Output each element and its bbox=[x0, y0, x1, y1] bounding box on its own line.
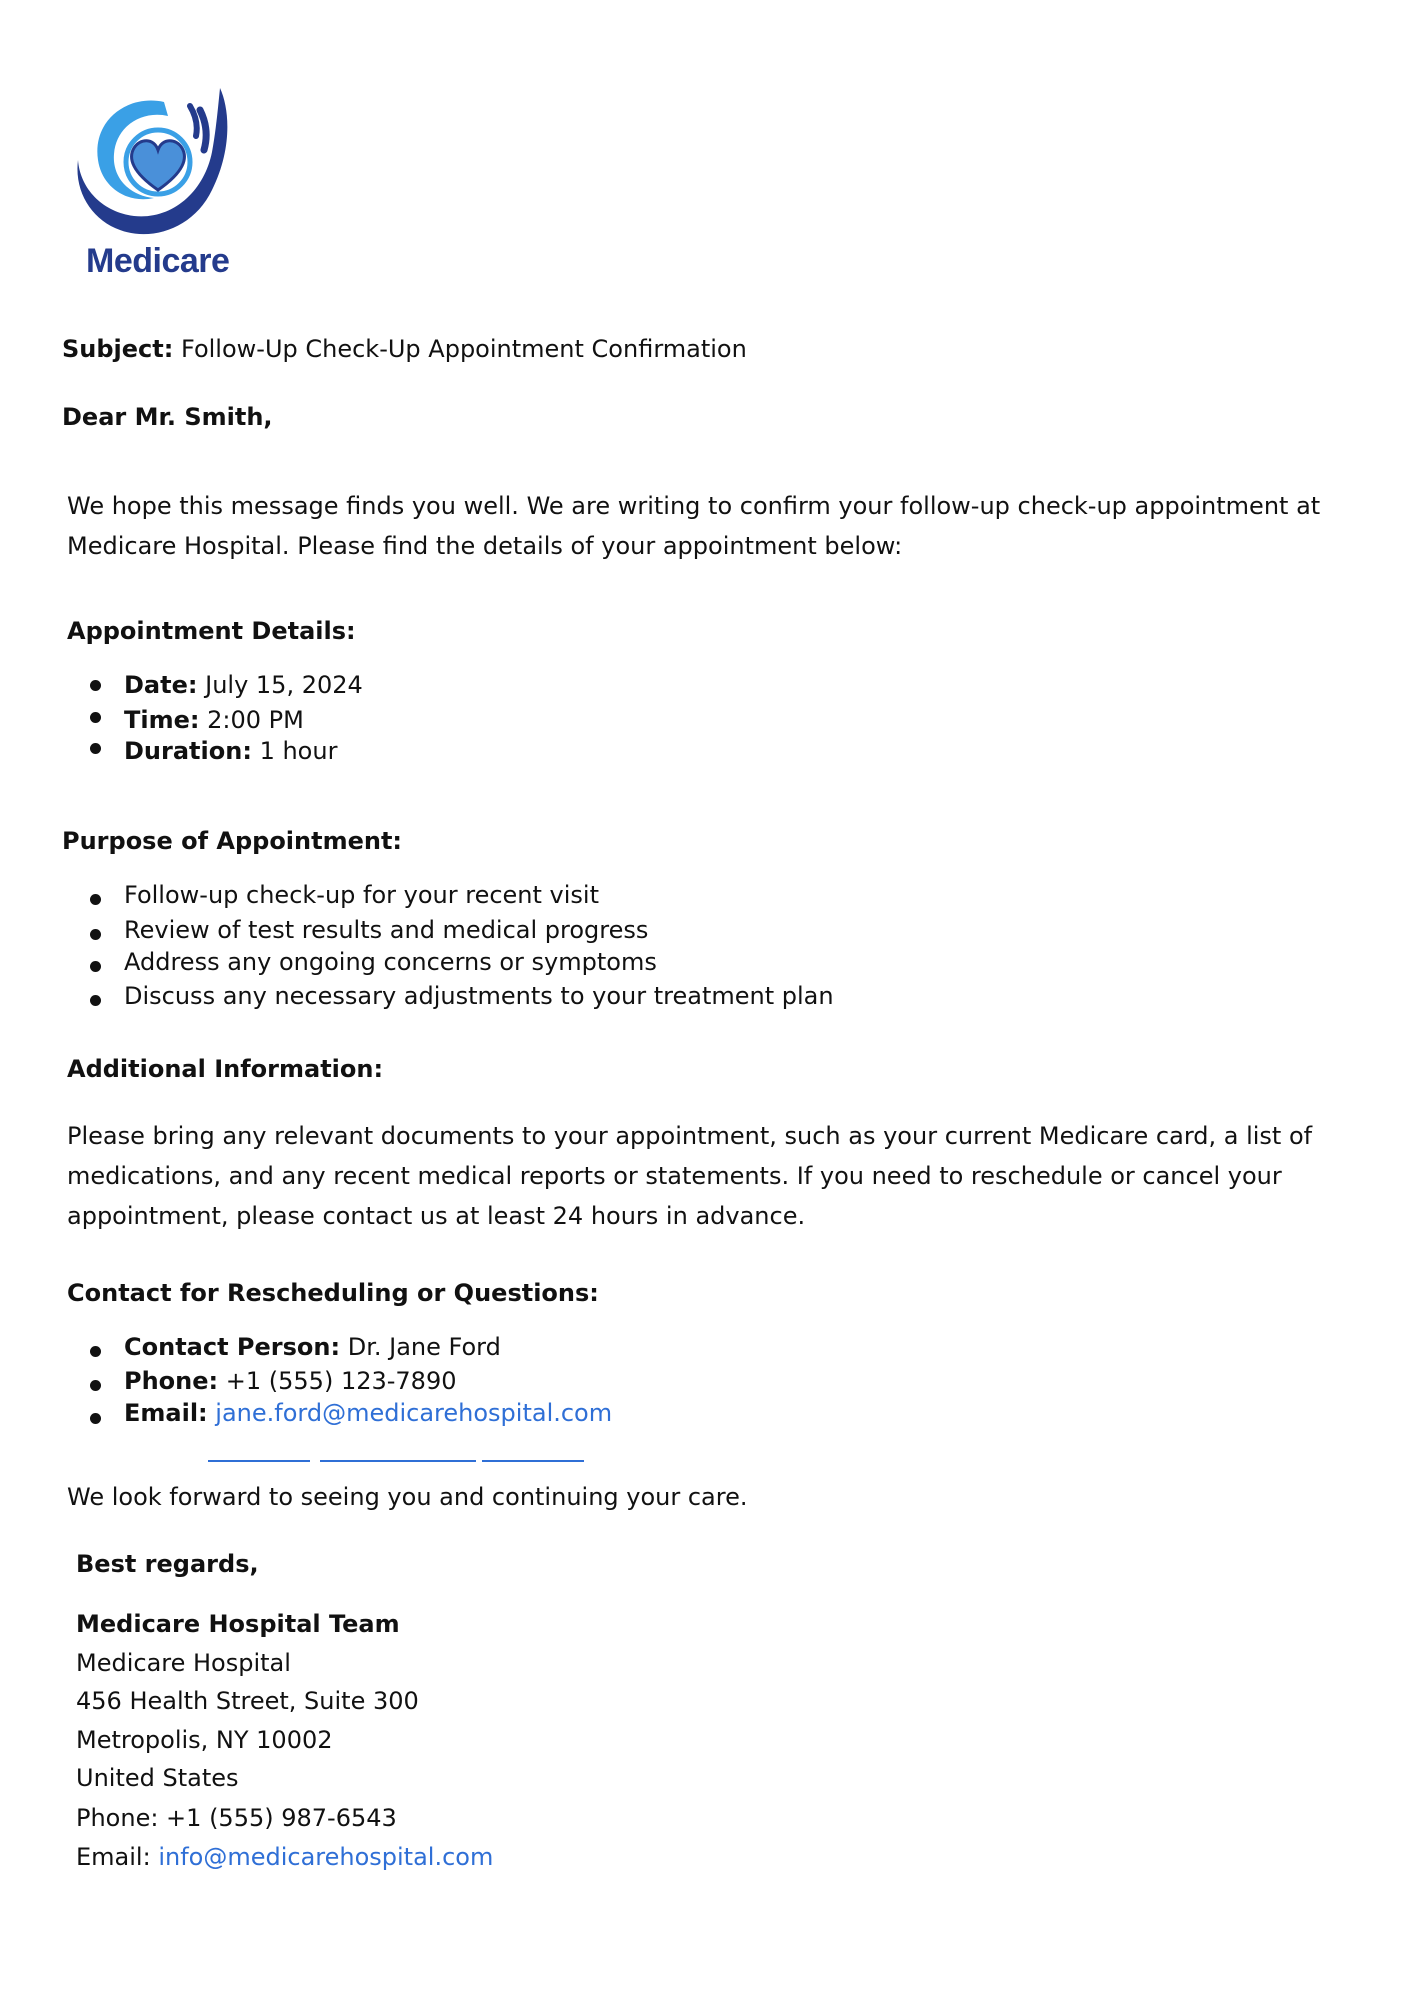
bullet-icon bbox=[90, 894, 101, 905]
country: United States bbox=[76, 1764, 239, 1792]
email-underline bbox=[208, 1460, 310, 1462]
subject-text: Follow-Up Check-Up Appointment Confirmation bbox=[181, 335, 747, 363]
closing-line: We look forward to seeing you and continuing your care. bbox=[67, 1483, 748, 1511]
subject-line bbox=[62, 334, 747, 364]
email-underline bbox=[482, 1460, 584, 1462]
time-label: Time: bbox=[124, 706, 200, 734]
bullet-icon bbox=[90, 1346, 101, 1357]
duration-label: Duration: bbox=[124, 737, 252, 765]
additional-heading: Additional Information: bbox=[67, 1055, 384, 1083]
bullet-icon bbox=[90, 680, 101, 691]
bullet-icon bbox=[90, 1380, 101, 1391]
logo-wordmark: Medicare bbox=[86, 242, 230, 280]
signoff-email-label: Email: bbox=[76, 1843, 151, 1871]
bullet-icon bbox=[90, 961, 101, 972]
list-item: Discuss any necessary adjustments to your treatment plan bbox=[124, 982, 834, 1010]
regards: Best regards, bbox=[76, 1550, 259, 1578]
duration-value: 1 hour bbox=[259, 737, 338, 765]
contact-phone-label: Phone: bbox=[124, 1367, 219, 1395]
subject-label: Subject: bbox=[62, 335, 174, 363]
bullet-icon bbox=[90, 712, 101, 723]
signoff-email bbox=[76, 1842, 493, 1872]
bullet-icon bbox=[90, 995, 101, 1006]
address-line-1: 456 Health Street, Suite 300 bbox=[76, 1687, 419, 1715]
bullet-icon bbox=[90, 1413, 101, 1424]
address-line-2: Metropolis, NY 10002 bbox=[76, 1726, 333, 1754]
time-value: 2:00 PM bbox=[207, 706, 304, 734]
bullet-icon bbox=[90, 929, 101, 940]
contact-person-value: Dr. Jane Ford bbox=[347, 1333, 501, 1361]
list-item: Review of test results and medical progress bbox=[124, 916, 649, 944]
bullet-icon bbox=[90, 743, 101, 754]
team-name: Medicare Hospital Team bbox=[76, 1610, 400, 1638]
date-label: Date: bbox=[124, 671, 198, 699]
contact-person-label: Contact Person: bbox=[124, 1333, 341, 1361]
greeting: Dear Mr. Smith, bbox=[62, 403, 273, 431]
list-item: Follow-up check-up for your recent visit bbox=[124, 881, 600, 909]
additional-paragraph: Please bring any relevant documents to your appointment, such as your current Medicare card, a list of medications, and any recent medical reports or statements. If you need to reschedule or cancel your appointment, please contact us at least 24 hours in advance. bbox=[67, 1122, 1313, 1230]
purpose-heading: Purpose of Appointment: bbox=[62, 827, 403, 855]
appointment-date bbox=[124, 670, 363, 700]
org-name: Medicare Hospital bbox=[76, 1649, 291, 1677]
intro-paragraph: We hope this message finds you well. We are writing to confirm your follow-up check-up appointment at Medicare Hospital. Please find the details of your appointment below: bbox=[67, 492, 1321, 560]
contact-phone-value: +1 (555) 123-7890 bbox=[225, 1367, 457, 1395]
contact-person bbox=[124, 1332, 501, 1362]
contact-heading: Contact for Rescheduling or Questions: bbox=[67, 1279, 599, 1307]
contact-email bbox=[124, 1398, 612, 1428]
signoff-phone: Phone: +1 (555) 987-6543 bbox=[76, 1804, 397, 1832]
contact-email-label: Email: bbox=[124, 1399, 208, 1427]
list-item: Address any ongoing concerns or symptoms bbox=[124, 948, 657, 976]
appointment-time bbox=[124, 705, 304, 735]
medicare-logo-icon bbox=[72, 80, 242, 255]
signoff-email-link[interactable]: info@medicarehospital.com bbox=[158, 1843, 494, 1871]
appointment-duration bbox=[124, 736, 337, 766]
contact-phone bbox=[124, 1366, 456, 1396]
date-value: July 15, 2024 bbox=[205, 671, 363, 699]
appointment-heading: Appointment Details: bbox=[67, 617, 356, 645]
contact-email-link[interactable]: jane.ford@medicarehospital.com bbox=[215, 1399, 613, 1427]
email-underline bbox=[320, 1460, 476, 1462]
